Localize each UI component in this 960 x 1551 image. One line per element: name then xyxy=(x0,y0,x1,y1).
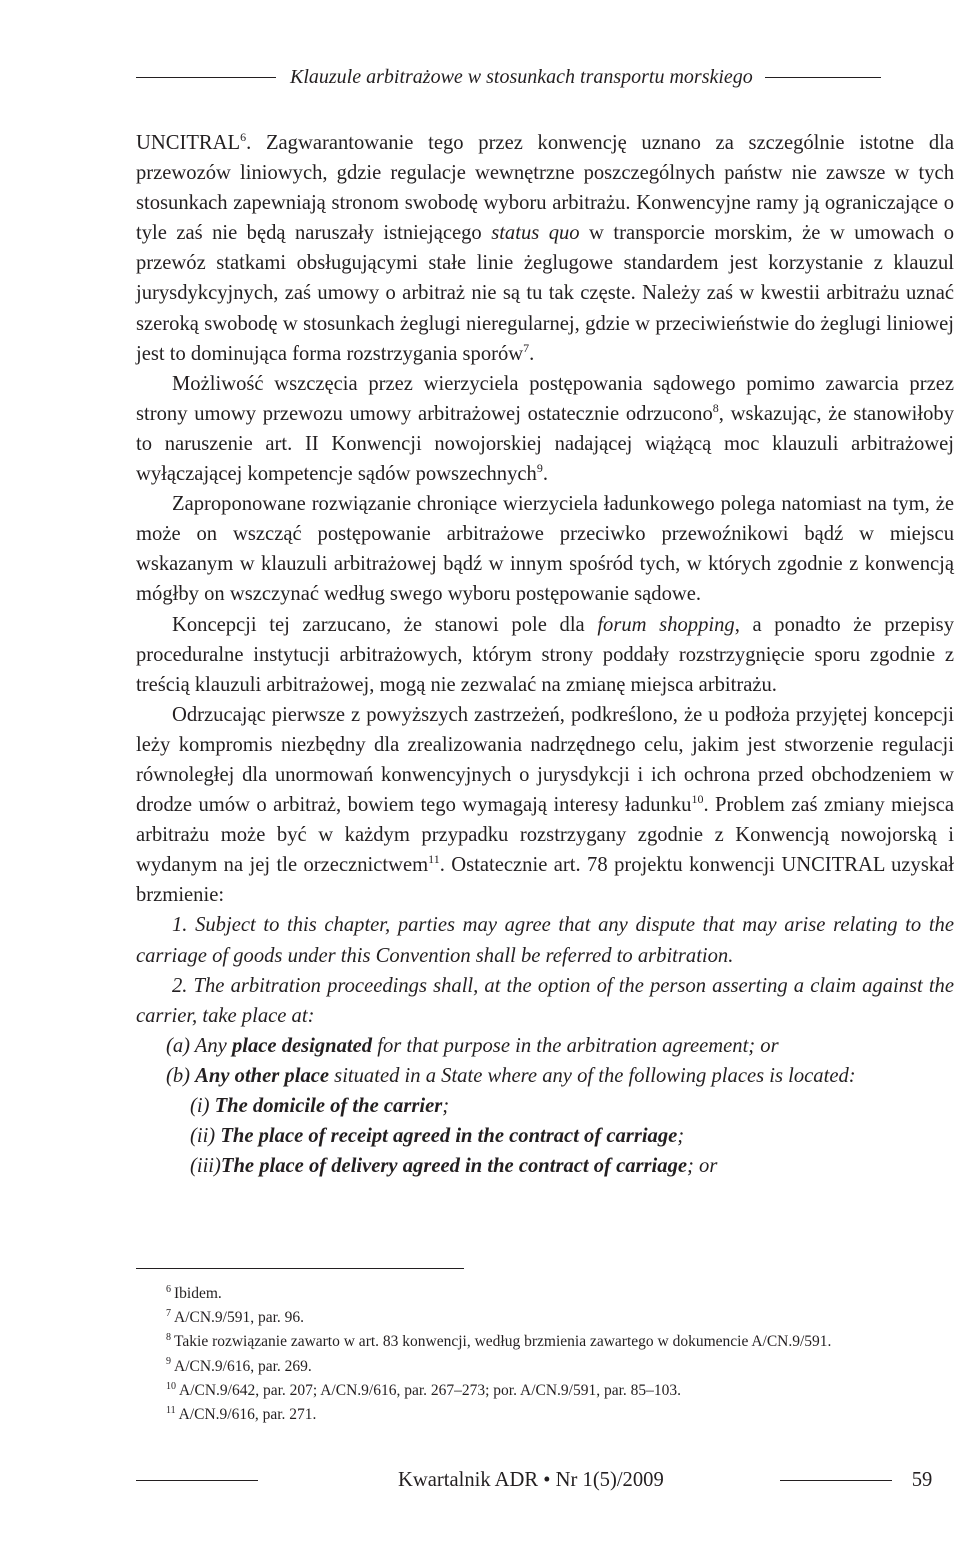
quote-item-a xyxy=(136,1031,954,1061)
text-span: (iii) xyxy=(190,1155,221,1178)
text-span: ; or xyxy=(687,1155,718,1178)
footnote-separator xyxy=(136,1268,464,1269)
text-span: (ii) xyxy=(190,1125,221,1148)
text-span: w transporcie morskim, że w umowach o przewóz statkami obsługującymi stałe linie żeglugowe standardem jest korzystanie z klauzul jurysdykcyjnych, zaś umowy o arbitraż nie są tu tak częste. Należy zaś w kwestii arbitrażu uznać szeroką swobodę w stosunkach żeglugi nieregularnej, gdzie w przeciwieństwie do żeglugi liniowej jest to dominująca forma rozstrzygania sporów xyxy=(136,222,955,365)
text-span: ; xyxy=(442,1095,450,1117)
page-number: 59 xyxy=(911,1468,933,1491)
bold-span: Any other place xyxy=(195,1064,330,1087)
text-span: , a ponadto że przepisy proceduralne instytucji arbitrażowych, którym strony poddały rozstrzygnięcie sporu zgodnie z treścią klauzuli arbitrażowej, mogą nie zezwalać na zmianę miejsca arbitrażu. xyxy=(136,613,954,696)
quote-item-b xyxy=(136,1061,954,1091)
journal-name: Kwartalnik ADR • Nr 1(5)/2009 xyxy=(398,1468,664,1491)
page-footer xyxy=(136,1465,954,1495)
footer-rule-left xyxy=(136,1480,258,1481)
footnote-6 xyxy=(166,1282,956,1306)
footnote-10 xyxy=(166,1379,956,1403)
footnote-8 xyxy=(166,1330,956,1354)
footer-rule-right xyxy=(780,1480,892,1481)
footnote-ref-6: 6 xyxy=(240,130,247,145)
bold-span: place designated xyxy=(231,1034,373,1057)
footnote-number: 10 xyxy=(166,1380,176,1392)
quote-item-ii xyxy=(136,1121,954,1151)
paragraph-2 xyxy=(136,369,954,489)
text-span: . Problem zaś zmiany miejsca arbitrażu może być w każdym przypadku rozstrzygany zgodnie z Konwencją nowojorską i wydanym na jej tle orzecznictwem xyxy=(136,794,954,877)
main-text xyxy=(136,128,954,1181)
quote-item-iii xyxy=(136,1151,954,1181)
header-rule-left xyxy=(136,77,276,78)
footnote-9 xyxy=(166,1355,956,1379)
text-span: (i) xyxy=(190,1095,215,1117)
bold-span: The place of delivery agreed in the contract of carriage xyxy=(220,1155,688,1178)
text-span: Odrzucając pierwsze z powyższych zastrzeżeń, podkreślono, że u podłoża przyjętej koncepcji leży kompromis niezbędny dla zrealizowania nadrzędnego celu, jakim jest stworzenie regulacji równoległej dla unormowań konwencyjnych o jurysdykcji i ich ochrona przed obchodzeniem w drodze umów o arbitraż, bowiem tego wymagają interesy ładunku xyxy=(136,703,954,817)
running-title: Klauzule arbitrażowe w stosunkach transportu morskiego xyxy=(290,65,753,88)
footnotes xyxy=(166,1282,956,1427)
footnote-number: 8 xyxy=(166,1332,171,1344)
text-span: (a) Any xyxy=(166,1034,232,1057)
paragraph-4 xyxy=(136,610,954,700)
text-span: for that purpose in the arbitration agreement; or xyxy=(372,1034,779,1057)
text-span: (b) xyxy=(166,1064,196,1087)
text-span: situated in a State where any of the following places is located: xyxy=(329,1064,856,1087)
bold-span: The place of receipt agreed in the contract of carriage xyxy=(220,1125,678,1148)
emphasis-status-quo: status quo xyxy=(491,222,580,245)
text-span: UNCITRAL xyxy=(136,132,241,154)
quote-item-i xyxy=(136,1091,954,1121)
text-span: . Ostatecznie art. 78 projektu konwencji UNCITRAL uzyskał brzmienie: xyxy=(136,854,954,907)
text-span: ; xyxy=(677,1125,685,1148)
footnote-text: A/CN.9/616, par. 269. xyxy=(174,1357,312,1375)
footnote-text: Takie rozwiązanie zawarto w art. 83 konwencji, według brzmienia zawartego w dokumencie A/CN.9/591. xyxy=(174,1333,832,1351)
text-span: . Zagwarantowanie tego przez konwencję uznano za szczególnie istotne dla przewozów liniowych, gdzie regulacje wewnętrzne poszczególnych państw nie zawsze w tych stosunkach zapewniają stronom swobodę wyboru arbitrażu. Konwencyjne ramy ją ograniczające o tyle zaś nie będą naruszały istniejącego xyxy=(136,132,954,245)
footnote-ref-10: 10 xyxy=(691,792,704,807)
text-span: . xyxy=(542,463,548,486)
footnote-11 xyxy=(166,1403,956,1427)
footnote-text: A/CN.9/591, par. 96. xyxy=(174,1309,305,1327)
text-span: , wskazując, że stanowiłoby to naruszenie art. II Konwencji nowojorskiej nadającej wiążącą moc klauzuli arbitrażowej wyłączającej kompetencje sądów powszechnych xyxy=(136,402,954,486)
paragraph-3 xyxy=(136,489,954,609)
paragraph-1 xyxy=(136,128,954,369)
text-span: Koncepcji tej zarzucano, że stanowi pole dla xyxy=(172,613,598,636)
quoted-article-78 xyxy=(136,910,954,1181)
header-rule-right xyxy=(765,77,881,78)
footnote-number: 11 xyxy=(166,1404,176,1416)
running-header xyxy=(136,64,957,90)
text-span: . xyxy=(529,342,535,365)
emphasis-forum-shopping: forum shopping xyxy=(597,613,735,636)
footnote-7 xyxy=(166,1306,956,1330)
text-span: Zaproponowane rozwiązanie chroniące wierzyciela ładunkowego polega natomiast na tym, że może on wszcząć postępowanie arbitrażowe przeciwko przewoźnikowi bądź w miejscu wskazanym w klauzuli arbitrażowej bądź w innym spośród tych, w których zgodnie z konwencją mógłby on wszczynać według swego wyboru postępowanie sądowe. xyxy=(136,493,954,606)
footnote-number: 7 xyxy=(166,1308,171,1320)
text-span: Możliwość wszczęcia przez wierzyciela postępowania sądowego pomimo zawarcia przez strony umowy przewozu umowy arbitrażowej ostatecznie odrzucono xyxy=(136,372,954,425)
bold-span: The domicile of the carrier xyxy=(214,1095,443,1117)
quote-paragraph-2: 2. The arbitration proceedings shall, at the option of the person asserting a claim against the carrier, take place at: xyxy=(136,974,954,1027)
footnote-text: A/CN.9/642, par. 207; A/CN.9/616, par. 267–273; por. A/CN.9/591, par. 85–103. xyxy=(179,1381,682,1399)
footnote-number: 9 xyxy=(166,1356,171,1368)
footnote-ref-8: 8 xyxy=(712,400,719,415)
footnote-text: Ibidem. xyxy=(174,1285,222,1302)
footnote-text: A/CN.9/616, par. 271. xyxy=(178,1406,317,1424)
footnote-ref-11: 11 xyxy=(428,852,440,867)
paragraph-5 xyxy=(136,700,954,911)
footnote-ref-7: 7 xyxy=(523,340,530,355)
quote-paragraph-1: 1. Subject to this chapter, parties may agree that any dispute that may arise relating to the carriage of goods under this Convention shall be referred to arbitration. xyxy=(136,914,954,967)
footnote-ref-9: 9 xyxy=(536,461,543,476)
footnote-number: 6 xyxy=(166,1283,171,1295)
